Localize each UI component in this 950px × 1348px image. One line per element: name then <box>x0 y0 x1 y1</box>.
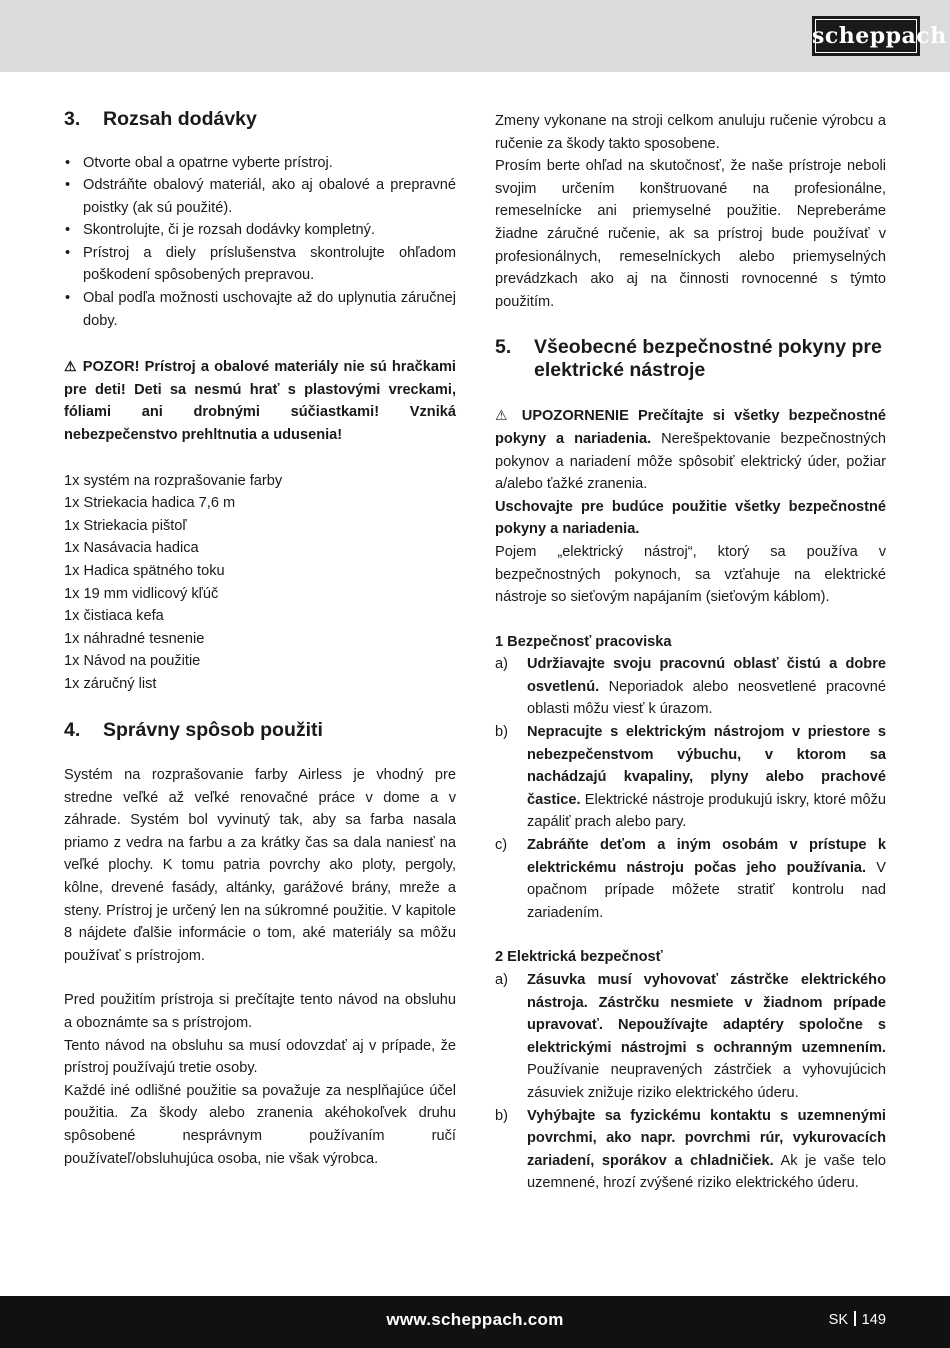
list-item: • Prístroj a diely príslušenstva skontrolujte ohľadom poškodení spôsobených prepravou. <box>64 242 456 287</box>
list-item: 1x Striekacia pištoľ <box>64 517 187 534</box>
list-item: 1x Hadica spätného toku <box>64 563 225 579</box>
section-3-heading: 3. Rozsah dodávky <box>64 108 257 130</box>
list-item: c) Zabráňte deťom a iným osobám v prístupe k elektrickému nástroju počas jeho používania. V opačnom prípade môžete stratiť kontrolu nad zariadením. <box>495 837 887 921</box>
warning-icon: ⚠ <box>495 407 513 424</box>
left-column <box>64 108 456 1170</box>
list-item: 1x 19 mm vidlicový kľúč <box>64 585 219 602</box>
page-header <box>0 0 950 72</box>
warning-icon: ⚠ <box>64 358 78 375</box>
safety-warning-paragraph: ⚠ UPOZORNENIE Prečítajte si všetky bezpečnostné pokyny a nariadenia. Nerešpektovanie bezpečnostných pokynov a nariadení môže spôsobiť elektrický úder, požiar a/alebo ťažké zranenia. <box>495 407 886 493</box>
delivery-items <box>64 470 456 696</box>
list-item: • Obal podľa možnosti uschovajte až do uplynutia záručnej doby. <box>64 287 456 332</box>
list-item: 1x systém na rozprašovanie farby <box>64 472 283 489</box>
website-link[interactable]: www.scheppach.com <box>386 1310 564 1329</box>
warning-paragraph: ⚠ POZOR! Prístroj a obalové materiály nie sú hračkami pre deti! Deti sa nesmú hrať s plastovými vreckami, fóliami ani drobnými súčiastkami! Vzniká nebezpečenstvo prehltnutia a udusenia! <box>64 358 456 444</box>
keep-instructions-paragraph: Uschovajte pre budúce použitie všetky bezpečnostné pokyny a nariadenia. <box>495 498 886 538</box>
modifications-paragraph: Zmeny vykonane na stroji celkom anuluju ručenie výrobcu a ručenie za škody takto sposobene. <box>495 113 886 152</box>
section-4-heading: 4. Správny spôsob použiti <box>64 718 323 741</box>
list-item: b) Vyhýbajte sa fyzickému kontaktu s uzemnenými povrchmi, ako napr. povrchmi rúr, vykurovacích zariadení, sporákov a chladničiek. Ak je vaše telo uzemnené, hrozí zvýšené riziko elektrického úderu. <box>495 1107 886 1192</box>
list-item: • Otvorte obal a opatrne vyberte prístroj. <box>64 152 456 175</box>
page-number: SK 149 <box>828 1312 886 1328</box>
unpacking-list <box>64 152 456 333</box>
electrical-safety-list <box>495 969 886 1195</box>
subsection-heading: 1 Bezpečnosť pracoviska <box>495 633 672 650</box>
list-item: 1x záručný list <box>64 675 157 692</box>
list-item: 1x Nasávacia hadica <box>64 540 199 557</box>
scheppach-logo: scheppach <box>812 16 920 56</box>
workplace-safety-list <box>495 653 886 924</box>
read-manual-paragraph: Pred použitím prístroja si prečítajte tento návod na obsluhu a oboznámte sa s prístrojom. <box>64 992 456 1031</box>
list-item: 1x Striekacia hadica 7,6 m <box>64 495 236 512</box>
list-item: 1x náhradné tesnenie <box>64 630 205 647</box>
list-item: 1x Návod na použitie <box>64 653 201 670</box>
term-definition-paragraph: Pojem „elektrický nástroj“, ktorý sa používa v bezpečnostných pokynoch, sa vzťahuje na elektrické nástroje so sieťovým napájaním (sieťovým káblom). <box>495 543 886 606</box>
misuse-paragraph: Každé iné odlišné použitie sa považuje za nesplňajúce účel použitia. Za škody alebo zranenia akéhokoľvek druhu spôsobené nesprávnym používaním ručí používateľ/obsluhujúca osoba, nie však výrobca. <box>64 1082 456 1167</box>
section-5-heading: 5. Všeobecné bezpečnostné pokyny pre elektrické nástroje <box>495 336 882 381</box>
list-item: a) Zásuvka musí vyhovovať zástrčke elektrického nástroja. Zástrčku nesmiete v žiadnom prípade upravovať. Nepoužívajte adaptéry spoločne s elektrickými nástrojmi s ochranným uzemnením. Používanie neupravených zástrčiek a vyhovujúcich zásuviek znižuje riziko elektrického úderu. <box>495 972 886 1101</box>
divider <box>854 1311 856 1326</box>
intended-use-paragraph: Systém na rozprašovanie farby Airless je vhodný pre stredne veľké až veľké renovačné práce v dome a v záhrade. Systém bol vyvinutý tak, aby sa farba nasala priamo z vedra na farbu a za krátky čas sa dala naniesť na veľké plochy. K tomu patria povrchy ako ploty, pergoly, kôlne, drevené fasády, altánky, garážové brány, mreže a steny. Prístroj je určený len na súkromné použitie. V kapitole 8 nájdete ďalšie informácie o tom, aké materiály sa môžu používať s prístrojom. <box>64 767 456 964</box>
list-item: • Skontrolujte, či je rozsah dodávky kompletný. <box>64 219 456 242</box>
subsection-heading: 2 Elektrická bezpečnosť <box>495 949 663 966</box>
list-item: b) Nepracujte s elektrickým nástrojom v priestore s nebezpečenstvom výbuchu, v ktorom sa nachádzajú kvapaliny, plyny alebo prachové častice. Elektrické nástroje produkujú iskry, ktoré môžu zapáliť prach alebo pary. <box>495 724 886 831</box>
page-footer <box>0 1296 950 1348</box>
list-item: • Odstráňte obalový materiál, ako aj obalové a prepravné poistky (ak sú použité). <box>64 174 456 219</box>
list-item: a) Udržiavajte svoju pracovnú oblasť čistú a dobre osvetlenú. Neporiadok alebo neosvetlené pracovné oblasti môžu viesť k úrazom. <box>495 656 886 718</box>
list-item: 1x čistiaca kefa <box>64 608 164 625</box>
handover-paragraph: Tento návod na obsluhu sa musí odovzdať aj v prípade, že prístroj používajú tretie osoby. <box>64 1037 456 1077</box>
right-column <box>495 110 886 1195</box>
professional-use-paragraph: Prosím berte ohľad na skutočnosť, že naše prístroje neboli svojim určením konštruované na profesionálne, remeselnícke ani priemyselné použitie. Nepreberáme žiadne záručné ručenie, ak sa prístroj bude používať v profesionálnych, remeselníckych alebo priemyselných prevádzkach ako aj na činnosti rovnocenné s týmto použitím. <box>495 158 886 310</box>
